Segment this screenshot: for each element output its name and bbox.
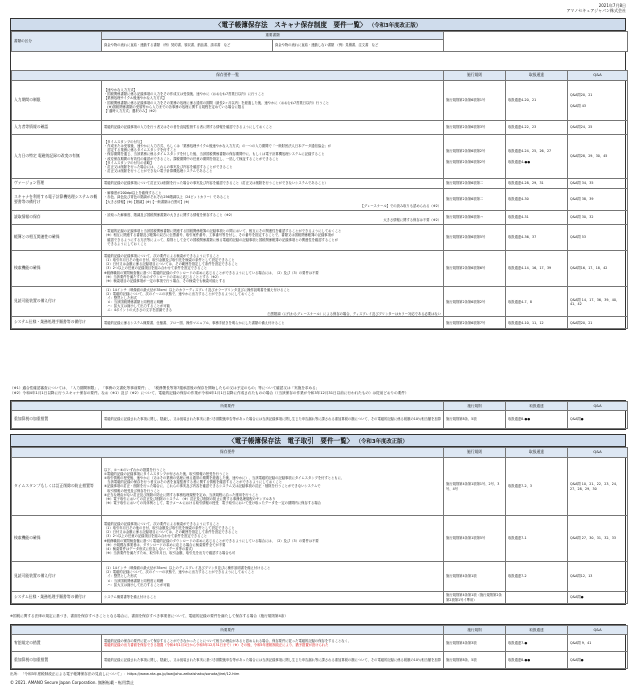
- row-circular: 取扱通達4-20、21: [506, 81, 568, 121]
- doc-class-table: [11, 31, 628, 52]
- table-row: [12, 179, 628, 189]
- row-name: 入力者等情報の確認: [12, 121, 102, 135]
- requirement-line: ・訂正又は削除を行った場合には、これらの事実及び内容を確認することができること: [104, 164, 233, 169]
- header-date: 2021年7月8日: [598, 3, 626, 8]
- row-circular: 取扱通達4-24、25、26、27 取扱通達4-●●: [506, 135, 568, 179]
- row-circular: 取扱通達4-14、16、17、39: [506, 251, 568, 287]
- section1-notes: [10, 386, 626, 395]
- row-qa: Q&A問12、13: [568, 562, 628, 592]
- row-qa: Q&A問 10、21、22、23、24、27、28、29、30: [568, 458, 628, 516]
- row-rule: 施行規則第4条第1項: [444, 562, 506, 592]
- row-circular: 取扱通達7-2: [506, 562, 568, 592]
- doc-class-right: 資金や物の流れに直結・連動しない書類 （例）見積書、注文書 など: [273, 40, 444, 52]
- table-row: [12, 135, 628, 179]
- extra-rule: 施行規則第8条、5項: [444, 411, 506, 429]
- row-rule: 施行規則第2条第6項第3号: [444, 121, 506, 135]
- s2-extra-text-1: 電磁的記録に記録された事項に関し、隠蔽し、又は仮装された事実に基づき期限後申告等があった場合には当該記録事項に関し生じた申告漏れ等に課される重加算税の額について、その電磁的記録に係る税額の10％相当額を加算: [102, 652, 444, 669]
- s2-col-qa: Q&A: [568, 448, 628, 458]
- requirement-extra: 【グレースケール】での読み取りも認められる（※2）: [360, 203, 441, 208]
- requirement-line: （※）相互に関連する書類及び帳簿の双方に伝票番号、取引案件番号、工事番号等を付し、その番号を指定することで、書類又は国税関係帳簿の記録事項が: [104, 233, 335, 238]
- requirement-line: ロ：当該国税関係書類と同程度に明瞭: [104, 578, 164, 583]
- row-name: タイムスタンプもしくは訂正削除の防止措置等: [12, 458, 102, 516]
- col-requirement: 保存要件一覧: [12, 71, 444, 81]
- row-requirement: [102, 562, 444, 592]
- table-row: [12, 189, 628, 211]
- row-qa: Q&A問●: [568, 592, 628, 604]
- row-qa: Q&A問20、21: [568, 317, 628, 329]
- requirement-line: ③記録事項の訂正・削除を行った場合に、これらの事実及び内容を確認できるシステム又は記録事項の訂正・削除を行うことができないシステムで: [104, 484, 321, 489]
- requirement-line: （2）日付又は金額に係る記録項目については、その範囲を指定して条件を設定できること: [104, 262, 238, 267]
- row-qa: Q&A問 27、30、31、32、33: [568, 516, 628, 562]
- row-rule: 施行規則第2条第6項第ハ: [444, 211, 506, 225]
- requirements-body: [12, 81, 628, 329]
- requirement-line: ハ：拡大又は縮小して出力することが可能: [104, 303, 170, 308]
- table-row: [12, 317, 628, 329]
- requirement-line: 【大きさ情報】(※)【階調】(※)【一般書類は白黒可】(※): [104, 199, 190, 204]
- requirement-line: 当該電磁的記録の保存を行う者又はその者を直接監督する者に関する情報を確認することができるようにしておくこと: [104, 480, 283, 485]
- header-date-block: [566, 3, 626, 13]
- row-qa: Q&A問16、17、18、42: [568, 251, 628, 287]
- table-row: [12, 516, 628, 562]
- requirement-line: イ：整然とした形式: [104, 574, 137, 579]
- requirement-line: （1）14インチ（映像面の最大径が35cm）以上のディスプレイ及びプリンタ並びに操作説明書を備え付けること: [104, 566, 271, 571]
- row-rule: 施行規則第4条第1項（施行規則第2条第2項第1号イ準用）: [444, 592, 506, 604]
- requirement-line: （2）電磁的記録について、次のイ～ニの状態で、速やかに出力することができるようにしておくこと: [104, 291, 255, 296]
- requirement-line: ④正当な理由がない訂正及び削除の防止に関する事務処理規程を定め、当該規程に沿った運用を行うこと: [104, 492, 259, 497]
- row-rule: 施行規則第2条第6項第6号: [444, 251, 506, 287]
- row-requirement: [102, 458, 444, 516]
- requirement-line: 【速やかな入力方式】: [104, 88, 137, 93]
- row-name: システム仕様・業務処理手順書等の備付け: [12, 592, 102, 604]
- electronic-body: [12, 458, 628, 604]
- row-name: システム仕様・業務処理手順書等の備付け: [12, 317, 102, 329]
- requirement-line: できるようにしておくこと: [104, 241, 147, 246]
- requirement-line: （※）当該要件を満たすためのダウンロードの求めに応じることとする（※2）: [104, 274, 221, 279]
- row-name: ヴァージョン管理: [12, 179, 102, 189]
- requirement-line: （1）取引年月日その他の日付、取引金額及び取引先を検索の条件として設定できること: [104, 258, 235, 263]
- row-name: 入力日の特定 電磁的記録の改変の有無: [12, 135, 102, 179]
- extra-qa: Q&A問●: [568, 411, 628, 429]
- requirement-line: ・保存期間を通じ、当該業務に係るタイムスタンプを付した後、当該国税関係書類の保存期間中に、もしくは電子計算機処理システムに記録すること: [104, 152, 325, 157]
- row-circular: [506, 592, 568, 604]
- s2-extra-name-1: 重加算税の加重措置: [12, 652, 102, 669]
- row-requirement: [102, 516, 444, 562]
- requirement-line: ・電磁的記録の記録事項と当該国税関係書類に関連する国税関係帳簿の記録事項との間において、相互にその関連性を確認することができるようにしておくこと: [104, 229, 342, 234]
- doc-class-label: 書類の区分: [12, 32, 102, 52]
- s2-extra-text-0: 電磁的記録の保存の要件に従って保存することができなかったことについて相当の理由があると認められる場合、保存要件に従った電磁的記録の保存をすることなく、: [104, 638, 352, 643]
- col-qa: Q&A: [568, 71, 628, 81]
- row-circular: 取扱通達4-22、23: [506, 121, 568, 135]
- s2-extra-name-0: 宥恕規定の措置: [12, 635, 102, 652]
- s2-col-requirement: 保存要件: [12, 448, 444, 458]
- requirement-line: （2）電磁的記録について、次のイ～ハの状態で、速やかに出力することができるようにしておくこと: [104, 570, 255, 575]
- section2-title: 〈電子帳簿保存法 電子取引 要件一覧〉 （令和3年度改正版）: [11, 435, 625, 447]
- copyright: © 2021. AMANO Secure Japan Corporation. 無断転載・転用禁止: [10, 680, 134, 685]
- row-circular: 取扱通達7-2、3: [506, 458, 568, 516]
- extra-circular: 取扱通達8-●●: [506, 411, 568, 429]
- col-circular: 取扱通達: [506, 71, 568, 81]
- requirement-line: ・訂正又は削除を行うことができない電子計算機処理システムであること: [104, 168, 213, 173]
- requirement-line: （※）小規模な事業者は、ダウンロードの求めに応じる場合に検索要件全てが不要: [104, 542, 226, 547]
- requirement-line: 電磁的記録の記録事項について、次の要件による検索ができるようにすること: [104, 522, 220, 527]
- section1-extra-table: 所要要件 施行規則 取扱通達 Q&A 重加算税の加重措置 電磁的記録に記録された事項に関し、隠蔽し、又は仮装された事実に基づき期限後申告等があった場合には当該記録事項に関し生じた申告漏れ等に課される重加算税の額について、その電磁的記録に係る税額の10％相当額を加算 施行規則第8条、5項 取扱通達8-●● Q&A問●: [10, 400, 626, 430]
- requirement-line: 確認できるようにする方法等によって、原則として全ての国税関係書類に係る電磁的記録の記録事項と国税関係帳簿の記録事項との関連性を確認することが: [104, 237, 339, 242]
- requirement-line: ・国税関係書類に係る記録事項の入力をその作成又は受領後、速やかに（おおむね7営業日以内）に行うこと: [104, 92, 265, 97]
- row-rule: 施行規則第2条第6項第二: [444, 189, 506, 211]
- s2-extra-red: 電磁的記録の出力書面を保存できる措置（令和4年1月1日から令和5年12月31日まで）（※）その後、令和5年度税制改正により、猶予措置が設けられた: [104, 643, 329, 647]
- table-row: [12, 251, 628, 287]
- doc-class-left: 資金や物の流れに直結・連動する書類 （例）契約書、領収書、納品書、請求書 など: [102, 40, 273, 52]
- requirement-line: 【業務処理サイクル後速やかな入力方式】: [104, 96, 167, 101]
- requirement-line: （4）検索要件はデータ形式に依存しない（データ等の書式）: [104, 546, 196, 551]
- row-qa: Q&A問28、29、30、45: [568, 135, 628, 179]
- requirement-line: 電磁的記録の記録事項について、次の要件による検索ができるようにすること: [104, 254, 220, 259]
- requirement-line: （1）取引年月日その他の日付、取引金額及び取引先を検索の条件として設定できること: [104, 526, 235, 531]
- extra-name: 重加算税の加重措置: [12, 411, 102, 429]
- row-requirement: [102, 135, 444, 179]
- row-qa: Q&A問24、25: [568, 121, 628, 135]
- col-rule: 施行規則: [444, 71, 506, 81]
- requirement-line: （2）日付又は金額に係る記録項目については、その範囲を指定して条件を設定できること: [104, 530, 238, 535]
- section2-note: ※国税に関する法律の規定に基づき、書面を保存すべきこととなる場合に、書面を保存すべき事業者について、電磁的記録の要件を満たして保存する場合（施行規則第4条）: [10, 614, 288, 618]
- row-circular: 取扱通達4-36、37: [506, 225, 568, 251]
- row-requirement: [102, 211, 444, 225]
- requirement-line: （1）14インチ（映像面の最大径が35cm）以上のカラーディスプレイ及びカラープリンタ並びに操作説明書を備え付けること: [104, 287, 290, 292]
- requirement-line: （※）電子取引においての訂正及び削除のシステム （※）訂正及び削除の防止に関する事務処理規程のサンプルあり: [104, 496, 276, 501]
- row-rule: 施行規則第2条第6項第5号: [444, 225, 506, 251]
- requirement-line: （※）電子取引においての具体例として、電子メールにおける取引情報の授受 電子取引において受け取ったデータを一定の期間内に保存する場合: [104, 500, 321, 505]
- electronic-transaction-table: [10, 434, 626, 605]
- requirement-line: 認定する業務に係るタイムスタンプを付すこと: [104, 148, 177, 153]
- row-qa: Q&A問 30、32: [568, 211, 628, 225]
- row-name: スキャナを利用する電子計算機処理システムの概要書等の備付け: [12, 189, 102, 211]
- row-circular: 取扱通達4-28、29、31: [506, 179, 568, 189]
- row-requirement: [102, 592, 444, 604]
- requirement-line: 以下、①～④のいずれかの措置を行うこと: [104, 468, 166, 473]
- requirement-line: ②取引情報の授受後、速やかに（又はその業務の処理に係る通常の期間を経過した後、速やかに）、当該電磁的記録の記録事項にタイムスタンプを付すとともに、: [104, 476, 345, 481]
- row-rule: 施行規則第2条第6項第2号: [444, 287, 506, 317]
- row-requirement: [102, 225, 444, 251]
- row-circular: 取扱通達7-1: [506, 516, 568, 562]
- table-row: [12, 592, 628, 604]
- row-name: 見読可能装置の備え付け: [12, 562, 102, 592]
- requirement-line: ・赤色、緑色及び青色の階調がそれぞれ256階調以上（24ビットカラー）であること: [104, 195, 230, 200]
- s2-col-circular: 取扱通達: [506, 448, 568, 458]
- requirements-table: [11, 70, 628, 329]
- source-note: 出所：「令和3年度税制改正による電子帳簿保存法の見直しについて」：https://www.nta.go.jp/law/joho-zeikaishaku/sonota/jirei/12.htm: [10, 672, 240, 676]
- requirement-line: 【「適時入力方式」選択のみ】（※2）: [104, 108, 159, 113]
- scanner-requirements-table: [10, 18, 626, 330]
- requirement-extra: 白黒階調（に代わるグレースケール）による保存の場合、ディスプレイ及びプリンターはカラー対応である必要はない: [267, 311, 441, 316]
- extra-text: 電磁的記録に記録された事項に関し、隠蔽し、又は仮装された事実に基づき期限後申告等があった場合には当該記録事項に関し生じた申告漏れ等に課される重加算税の額について、その電磁的記録に係る税額の10％相当額を加算: [102, 411, 444, 429]
- requirement-line: 【タイムスタンプの付与】: [104, 140, 144, 145]
- requirement-line: （3）2つ以上の任意の記録項目を組み合わせて条件を設定できること: [104, 266, 208, 271]
- doc-class-band: 重要書類: [102, 32, 444, 40]
- table-row: [12, 121, 628, 135]
- table-row: [12, 287, 628, 317]
- table-row: [12, 458, 628, 516]
- extra-band: 所要要件: [12, 402, 444, 411]
- row-name: 読取情報の保存: [12, 211, 102, 225]
- row-qa: Q&A問 53: [568, 225, 628, 251]
- table-row: [12, 562, 628, 592]
- requirement-line: ・作成または受領後、速やかに入力方式、もしくは「業務処理サイクル後速やかな入力方式」の一つの入力期間で「一般財団法人日本データ通信協会」が: [104, 144, 332, 149]
- requirement-line: 【タイムスタンプの付与の省略】: [104, 160, 154, 165]
- requirement-line: イ：整然とした形式: [104, 295, 137, 300]
- requirement-line: 電磁的記録の記録事項の入力を行う者又はその者を直接監督する者に関する情報を確認できるようにしておくこと: [104, 125, 273, 130]
- row-name: 検索機能の確保: [12, 251, 102, 287]
- row-qa: Q&A問20、21 Q&A問 43: [568, 81, 628, 121]
- row-rule: 施行規則第2条第6項第7号: [444, 317, 506, 329]
- row-requirement: [102, 81, 444, 121]
- row-circular: 取扱通達4-30: [506, 189, 568, 211]
- requirement-line: ・国税関係書類に係る記録事項の入力をその業務の処理に係る通常の期間（最長2ヶ月以内）を経過した後、速やかに（おおむね7営業日以内）行うこと: [104, 100, 330, 105]
- section1-title: 〈電子帳簿保存法 スキャナ保存制度 要件一覧〉 （令和3年度改正版）: [11, 19, 625, 31]
- row-name: 見読可能装置の備え付け: [12, 287, 102, 317]
- requirement-line: （※）検索項目の記録事項が一定の事項で行う場合、その検索でも検索可能とする: [104, 278, 226, 283]
- s2-col-rule: 施行規則: [444, 448, 506, 458]
- row-name: 検索機能の確保: [12, 516, 102, 562]
- requirement-line: システム概要書等を備え付けること: [104, 595, 157, 600]
- requirement-line: ・改変保存期間の有効性の確認ができること。課税期間中の任意の期間を指定し、一括して検証することができること: [104, 156, 279, 161]
- row-requirement: [102, 179, 444, 189]
- row-rule: 施行規則第2条第6項第2号 施行規則第2条第6項第2号: [444, 135, 506, 179]
- requirement-line: ニ：4ポイントの大きさの文字を認識できる: [104, 307, 173, 312]
- row-name: 入力期間の制限: [12, 81, 102, 121]
- row-qa: Q&A問 38、39: [568, 189, 628, 211]
- requirement-line: （3）2つ以上の任意の記録項目を組み合わせて条件を設定できること: [104, 534, 208, 539]
- table-row: [12, 211, 628, 225]
- header-company: アマノセキュアジャパン株式会社: [566, 8, 626, 13]
- row-qa: Q&A問 14、17、36、39、40、41、42: [568, 287, 628, 317]
- row-rule: 施行規則第2条第6項第1号: [444, 81, 506, 121]
- requirement-line: ・読取った解像度、階調及び国税関係書類の大きさに関する情報を保存すること（※2）: [104, 213, 235, 218]
- row-qa: Q&A問 34、35: [568, 179, 628, 189]
- row-rule: 施行規則第2条第6項第二: [444, 179, 506, 189]
- note-1: （※1）適合性確認審査については、「入力期間制限」、「事務の文書化等事前要件」、「税務署長等第7週承認後の保存を開始したもの又は予定のもの」等について確認又は「実施を求める」: [10, 386, 320, 390]
- row-name: 帳簿との相互関連性の確保: [12, 225, 102, 251]
- requirement-line: (※)国税関係書類の受領等から入力までの各事務の処理に関する規程を定めている場合に限る: [104, 104, 245, 109]
- row-requirement: [102, 251, 444, 287]
- table-row: [12, 81, 628, 121]
- row-circular: 取扱通達4-10、11、12: [506, 317, 568, 329]
- note-2: （※2）令和4年1月1日以降に行うスキャナ保存の要件。なお（※1）及び（※2）について、電磁的記録の保存の作業が令和4年1月1日以降に作成されたものの場合（（当該保存の作業が令和3年12月31日以前に行われたもの）は従前どおりの要件）: [10, 390, 409, 395]
- s2-extra-band: 所要要件: [12, 626, 444, 635]
- section2-extra-table: 所要要件 施行規則 取扱通達 Q&A 宥恕規定の措置 電磁的記録の保存の要件に従って保存することができなかったことについて相当の理由があると認められる場合、保存要件に従った電磁的記録の保存をすることなく、 電磁的記録の出力書面を保存できる措置（令和4年1月1日から令和5年12月31日まで）（※）その後、令和5年度税制改正により、猶予措置が設けられた 施行規則第4条第3項 取扱通達7-● Q&A問 9、41 重加算税の加重措置 電磁的記録に記録された事項に関し、隠蔽し、又は仮装された事実に基づき期限後申告等があった場合には当該記録事項に関し生じた申告漏れ等に課される重加算税の額について、その電磁的記録に係る税額の10％相当額を加算 施行規則第8条、5項 取扱通達8-●● Q&A問●: [10, 624, 626, 670]
- requirement-line: 電磁的記録に係るシステム概要書、仕様書、フロー図、操作マニュアル、事務手続きを明らかにした書類の備え付けること: [104, 320, 285, 325]
- row-circular: 取扱通達4-7、8: [506, 287, 568, 317]
- row-requirement: [102, 317, 444, 329]
- row-requirement: [102, 121, 444, 135]
- requirement-extra: 大きさ情報に関する保存は不要（※2）: [383, 217, 441, 222]
- requirement-line: ハ：拡大又は縮小して出力することが可能: [104, 582, 170, 587]
- requirement-line: 電磁的記録の記録事項について訂正又は削除を行った場合の事実及び内容を確認できること（訂正又は削除を行うことができないシステムであること）: [104, 181, 328, 186]
- requirement-line: ・解像度が200dpi以上を確保すること: [104, 191, 162, 196]
- requirement-line: 取引情報の授受及び保存を行うこと: [104, 488, 161, 493]
- requirement-line: ロ：当該国税関係書類と同程度に明瞭: [104, 299, 164, 304]
- row-rule: 施行規則第4条第1項第1号、2号、3号、4号: [444, 458, 506, 516]
- table-row: [12, 225, 628, 251]
- requirement-line: ※税務職員の質問検査権に基づく電磁的記録のダウンロードの求めに応じることができるようにしている場合には、（2）及び（3）の要件は不要: [104, 538, 319, 543]
- requirement-line: （※）当該要件を満たすため、取引年月日、取引金額、取引先を出力で確認する場合も可: [104, 550, 236, 555]
- requirement-line: ※税務職員の質問検査権に基づく電磁的記録のダウンロードの求めに応じることができるようにしている場合には、（2）及び（3）の要件は不要: [104, 270, 319, 275]
- requirement-line: ①電磁的記録の記録事項にタイムスタンプが付された後、取引情報の授受を行うこと: [104, 472, 229, 477]
- row-circular: 取扱通達4-31: [506, 211, 568, 225]
- row-rule: 施行規則第4条第1項第5号: [444, 516, 506, 562]
- row-requirement: [102, 287, 444, 317]
- row-requirement: [102, 189, 444, 211]
